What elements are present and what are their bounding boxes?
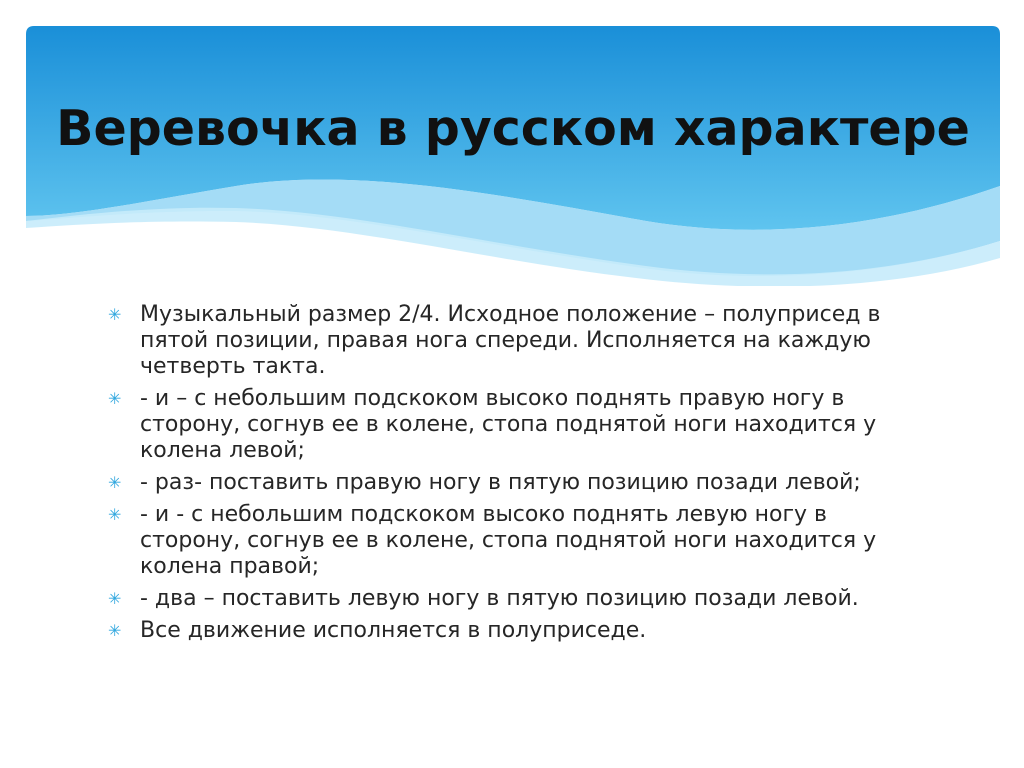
asterisk-bullet-icon: ✳ [108,389,122,408]
title-banner [26,26,1000,286]
list-item-text: - и - с небольшим подскоком высоко поднять левую ногу в сторону, согнув ее в колене, стопа поднятой ноги находится у колена правой; [140,502,877,579]
list-item-text: - два – поставить левую ногу в пятую позицию позади левой. [140,586,859,611]
list-item [108,302,908,380]
asterisk-bullet-icon: ✳ [108,305,122,324]
asterisk-bullet-icon: ✳ [108,621,122,640]
list-item [108,502,908,580]
list-item [108,618,908,644]
bullet-list [108,302,908,650]
list-item [108,470,908,496]
list-item-text: - раз- поставить правую ногу в пятую позицию позади левой; [140,470,861,495]
list-item [108,586,908,612]
slide-title: Веревочка в русском характере [56,100,970,157]
list-item [108,386,908,464]
list-item-text: Музыкальный размер 2/4. Исходное положение – полуприсед в пятой позиции, правая нога спереди. Исполняется на каждую четверть такта. [140,302,881,379]
list-item-text: Все движение исполняется в полуприседе. [140,618,647,643]
asterisk-bullet-icon: ✳ [108,505,122,524]
list-item-text: - и – с небольшим подскоком высоко поднять правую ногу в сторону, согнув ее в колене, стопа поднятой ноги находится у колена левой; [140,386,877,463]
asterisk-bullet-icon: ✳ [108,589,122,608]
asterisk-bullet-icon: ✳ [108,473,122,492]
